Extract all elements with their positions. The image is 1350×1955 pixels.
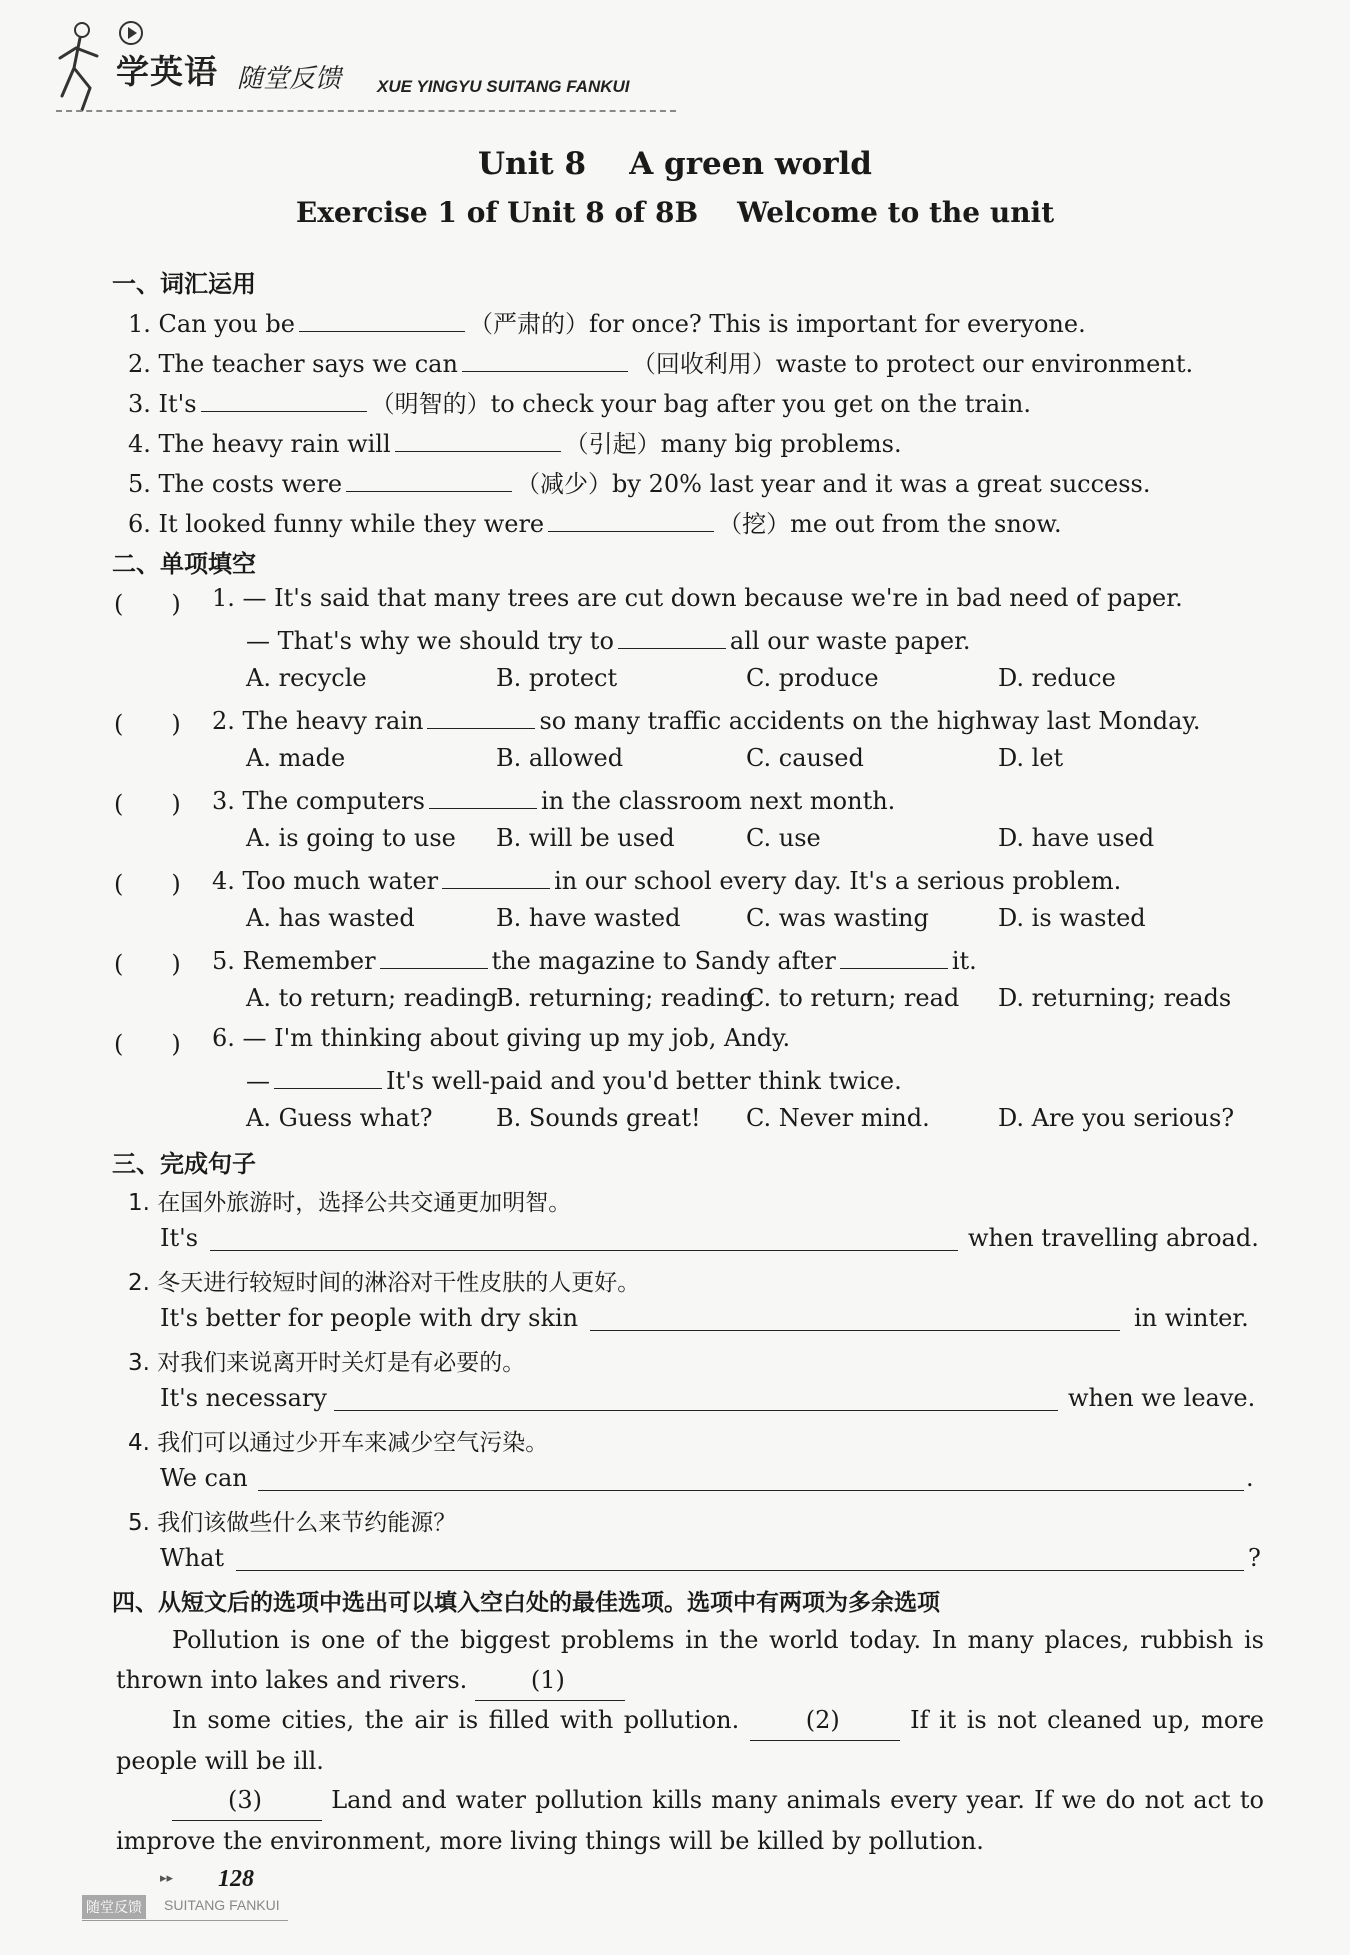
sentence-1-cn: 1. 在国外旅游时，选择公共交通更加明智。 bbox=[128, 1190, 572, 1216]
footer-arrow-icon: ▸▸ bbox=[160, 1871, 174, 1886]
section1-heading: 一、词汇运用 bbox=[112, 270, 256, 298]
vocab-item-6 bbox=[128, 504, 1062, 539]
unit-title: Unit 8 A green world bbox=[478, 146, 872, 182]
option-c[interactable]: C. use bbox=[746, 824, 821, 852]
answer-paren[interactable]: ( ) bbox=[114, 870, 181, 898]
option-b[interactable]: B. will be used bbox=[496, 824, 675, 852]
mc-text: — That's why we should try to bbox=[246, 627, 614, 655]
mc-q6-line2 bbox=[246, 1064, 902, 1095]
answer-blank[interactable] bbox=[346, 467, 512, 492]
blank-number: (1) bbox=[530, 1666, 565, 1694]
option-b[interactable]: B. returning; reading bbox=[496, 984, 755, 1012]
mc-text: It's well-paid and you'd better think twice. bbox=[386, 1067, 902, 1095]
mc-q1-line1: 1. — It's said that many trees are cut down because we're in bad need of paper. bbox=[212, 584, 1183, 612]
option-c[interactable]: C. produce bbox=[746, 664, 879, 692]
passage-text: In some cities, the air is filled with pollution. bbox=[172, 1706, 740, 1734]
sentence-2-prompt: It's better for people with dry skin bbox=[160, 1304, 579, 1332]
answer-paren[interactable]: ( ) bbox=[114, 950, 181, 978]
vocab-item-4 bbox=[128, 424, 902, 459]
vocab-text: （回收利用）waste to protect our environment. bbox=[631, 350, 1194, 378]
passage-blank-3[interactable] bbox=[172, 1780, 322, 1821]
mc-q4 bbox=[212, 864, 1121, 895]
mc-text: 3. The computers bbox=[212, 787, 425, 815]
answer-blank[interactable] bbox=[548, 507, 714, 532]
mc-text: so many traffic accidents on the highway last Monday. bbox=[539, 707, 1201, 735]
option-d[interactable]: D. have used bbox=[998, 824, 1155, 852]
mc-q1-line2 bbox=[246, 624, 971, 655]
option-d[interactable]: D. is wasted bbox=[998, 904, 1146, 932]
vocab-item-1 bbox=[128, 304, 1086, 339]
vocab-text: 4. The heavy rain will bbox=[128, 430, 391, 458]
answer-blank[interactable] bbox=[274, 1064, 382, 1089]
vocab-text: 2. The teacher says we can bbox=[128, 350, 458, 378]
vocab-text: （挖）me out from the snow. bbox=[718, 510, 1062, 538]
option-b[interactable]: B. allowed bbox=[496, 744, 624, 772]
mc-text: — bbox=[246, 1067, 270, 1095]
option-a[interactable]: A. is going to use bbox=[246, 824, 456, 852]
option-b[interactable]: B. protect bbox=[496, 664, 618, 692]
sentence-3-cn: 3. 对我们来说离开时关灯是有必要的。 bbox=[128, 1350, 526, 1376]
footer-divider bbox=[82, 1920, 288, 1921]
answer-blank[interactable] bbox=[462, 347, 628, 372]
mc-text: it. bbox=[951, 947, 977, 975]
answer-blank[interactable] bbox=[618, 624, 726, 649]
passage-blank-1[interactable] bbox=[475, 1660, 625, 1701]
vocab-text: （减少）by 20% last year and it was a great success. bbox=[516, 470, 1151, 498]
passage-paragraph-1 bbox=[116, 1620, 1264, 1701]
sentence-1-end: when travelling abroad. bbox=[968, 1224, 1259, 1252]
option-b[interactable]: B. Sounds great! bbox=[496, 1104, 701, 1132]
option-a[interactable]: A. has wasted bbox=[246, 904, 415, 932]
option-c[interactable]: C. caused bbox=[746, 744, 864, 772]
vocab-text: （引起）many big problems. bbox=[564, 430, 902, 458]
sentence-3-end: when we leave. bbox=[1068, 1384, 1256, 1412]
blank-number: (3) bbox=[228, 1786, 262, 1814]
blank-number: (2) bbox=[805, 1706, 840, 1734]
footer-tag-en: SUITANG FANKUI bbox=[164, 1897, 280, 1913]
answer-blank[interactable] bbox=[429, 784, 537, 809]
answer-paren[interactable]: ( ) bbox=[114, 1030, 181, 1058]
sentence-5-cn: 5. 我们该做些什么来节约能源？ bbox=[128, 1510, 457, 1536]
sentence-5-blank[interactable] bbox=[236, 1570, 1244, 1571]
passage-text: If it is not cleaned up, more people will be ill. bbox=[116, 1706, 1265, 1775]
passage-blank-2[interactable] bbox=[750, 1700, 900, 1741]
mc-q6-line1: 6. — I'm thinking about giving up my job, Andy. bbox=[212, 1024, 791, 1052]
option-d[interactable]: D. reduce bbox=[998, 664, 1116, 692]
sentence-1-blank[interactable] bbox=[210, 1250, 958, 1251]
vocab-text: 3. It's bbox=[128, 390, 197, 418]
mc-text: in our school every day. It's a serious problem. bbox=[554, 867, 1122, 895]
option-c[interactable]: C. to return; read bbox=[746, 984, 960, 1012]
header-logo-en: XUE YINGYU SUITANG FANKUI bbox=[377, 77, 630, 96]
play-icon bbox=[118, 20, 144, 46]
passage-text: Pollution is one of the biggest problems in the world today. In many places, rubbish is thrown into lakes and rivers. bbox=[116, 1626, 1264, 1694]
answer-blank[interactable] bbox=[395, 427, 561, 452]
header-logo-cn2: 随堂反馈 bbox=[237, 64, 342, 94]
exercise-subtitle: Exercise 1 of Unit 8 of 8B Welcome to the unit bbox=[295, 196, 1055, 229]
mc-q3 bbox=[212, 784, 895, 815]
vocab-text: （明智的）to check your bag after you get on the train. bbox=[370, 390, 1031, 418]
answer-blank[interactable] bbox=[299, 307, 465, 332]
sentence-3-prompt: It's necessary bbox=[160, 1384, 327, 1412]
vocab-text: 5. The costs were bbox=[128, 470, 343, 498]
mc-text: the magazine to Sandy after bbox=[491, 947, 836, 975]
option-a[interactable]: A. made bbox=[246, 744, 346, 772]
mc-text: 5. Remember bbox=[212, 947, 376, 975]
sentence-3-blank[interactable] bbox=[334, 1410, 1058, 1411]
answer-paren[interactable]: ( ) bbox=[114, 590, 181, 618]
option-d[interactable]: D. returning; reads bbox=[998, 984, 1232, 1012]
sentence-2-end: in winter. bbox=[1134, 1304, 1249, 1332]
sentence-5-end: ? bbox=[1248, 1544, 1261, 1572]
mc-q5 bbox=[212, 944, 977, 975]
page-number: 128 bbox=[218, 1866, 254, 1892]
option-c[interactable]: C. Never mind. bbox=[746, 1104, 930, 1132]
vocab-text: 6. It looked funny while they were bbox=[128, 510, 545, 538]
option-c[interactable]: C. was wasting bbox=[746, 904, 929, 932]
section2-heading: 二、单项填空 bbox=[112, 550, 256, 578]
answer-blank[interactable] bbox=[840, 944, 948, 969]
vocab-item-2 bbox=[128, 344, 1193, 379]
vocab-text: （严肃的）for once? This is important for everyone. bbox=[468, 310, 1086, 338]
mc-text: 2. The heavy rain bbox=[212, 707, 424, 735]
runner-logo-icon bbox=[52, 18, 122, 118]
answer-blank[interactable] bbox=[380, 944, 488, 969]
sentence-4-prompt: We can bbox=[160, 1464, 248, 1492]
option-d[interactable]: D. Are you serious? bbox=[998, 1104, 1235, 1132]
vocab-text: 1. Can you be bbox=[128, 310, 295, 338]
passage-paragraph-2 bbox=[116, 1700, 1264, 1781]
answer-blank[interactable] bbox=[201, 387, 367, 412]
sentence-4-blank[interactable] bbox=[258, 1490, 1244, 1491]
header-logo-cn: 学英语 bbox=[116, 52, 218, 91]
sentence-2-blank[interactable] bbox=[590, 1330, 1120, 1331]
mc-text: in the classroom next month. bbox=[540, 787, 896, 815]
header bbox=[52, 18, 672, 118]
sentence-4-end: . bbox=[1246, 1464, 1254, 1492]
header-divider bbox=[56, 110, 676, 112]
sentence-5-prompt: What bbox=[160, 1544, 225, 1572]
section3-heading: 三、完成句子 bbox=[112, 1150, 256, 1178]
mc-text: 4. Too much water bbox=[212, 867, 439, 895]
mc-text: all our waste paper. bbox=[729, 627, 971, 655]
option-a[interactable]: A. Guess what? bbox=[246, 1104, 433, 1132]
passage-text: Land and water pollution kills many animals every year. If we do not act to improve the environment, more living things will be killed by pollution. bbox=[116, 1786, 1264, 1855]
sentence-1-prompt: It's bbox=[160, 1224, 199, 1252]
option-d[interactable]: D. let bbox=[998, 744, 1064, 772]
sentence-4-cn: 4. 我们可以通过少开车来减少空气污染。 bbox=[128, 1430, 549, 1456]
answer-paren[interactable]: ( ) bbox=[114, 710, 181, 738]
footer-tag-cn: 随堂反馈 bbox=[82, 1895, 146, 1919]
answer-paren[interactable]: ( ) bbox=[114, 790, 181, 818]
mc-q2 bbox=[212, 704, 1200, 735]
vocab-item-5 bbox=[128, 464, 1151, 499]
section4-heading: 四、从短文后的选项中选出可以填入空白处的最佳选项。选项中有两项为多余选项 bbox=[112, 1590, 940, 1616]
passage-paragraph-3 bbox=[116, 1780, 1264, 1861]
answer-blank[interactable] bbox=[442, 864, 550, 889]
option-a[interactable]: A. recycle bbox=[246, 664, 367, 692]
answer-blank[interactable] bbox=[427, 704, 535, 729]
vocab-item-3 bbox=[128, 384, 1031, 419]
option-b[interactable]: B. have wasted bbox=[496, 904, 681, 932]
option-a[interactable]: A. to return; reading bbox=[246, 984, 498, 1012]
sentence-2-cn: 2. 冬天进行较短时间的淋浴对干性皮肤的人更好。 bbox=[128, 1270, 641, 1296]
